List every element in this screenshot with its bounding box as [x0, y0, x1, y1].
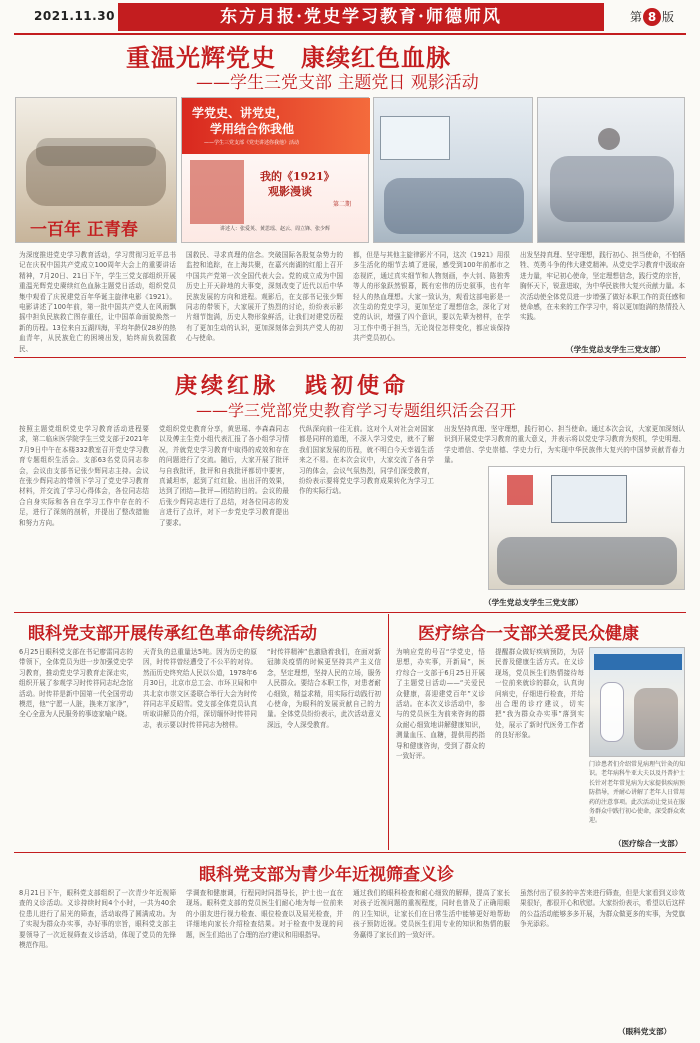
- section4-caption: 门诊患者们介绍常见病理气针灸的知识。老年病科牛亚大夫以及丹普护士长针对老年常见病为大家提供疾病预防指导，并耐心讲解了老年人日常用药的注意事项。此次活动让党员在服务群众中践行初心使命，深受群众欢迎。: [589, 761, 686, 825]
- section1-col-2: 国救民、寻求真理的信念。突破国际各股复杂势力的监控和追踪，在上海共聚，在嘉兴南湖的红船上召开中国共产党第一次全国代表大会。党的成立成为中国历史上开天辟地的大事变，深刻改变了近代以后中华民族发展的方向和进程。观影后，在支部书记张少辉同志的带领下，大家展开了热烈的讨论，纷纷表示影片细节饱满，历史人物形象鲜活，让我们对建党历程有了更加生动的认识，更加深刻体会到共产党人的初心与使命。: [186, 251, 343, 343]
- issue-date: 2021.11.30: [34, 9, 115, 23]
- photo-group-portrait: [15, 97, 177, 243]
- poster-issue: 第二期: [333, 201, 352, 208]
- section2-col-2: 党组织党史教育分享，黄思瑶、李森森同志以及傅主生党小组代表汇报了各小组学习情况，并就党史学习教育中取得的成效和存在的问题进行了交流。随后，大家开展了批评与自我批评，批评和自我批评都切中要害，真诚坦率，起到了红红脸、出出汗的效果，达到了团结—批评—团结的目的。会议的最后张少辉同志进行了总结，对各位同志的发言进行了点评，对下一步党史学习教育提出了要求。: [159, 425, 289, 527]
- section1-divider: [14, 357, 686, 358]
- photo-discussion: [537, 97, 685, 243]
- page-header: [0, 0, 700, 33]
- section5-col-4: 虽然付出了很多的辛苦来进行筛查，但是大家看到义诊效果很好，都很开心和欣慰。大家纷纷表示，希望以后这样的公益活动能够多多开展，为群众做更多的实事，为党旗争光添彩。: [520, 889, 685, 929]
- section4-col-1: 为响应党的号召“学党史，悟思想，办实事，开新局”，医疗综合一支部于6月25日开展了主题党日活动——“关爱民众健康，喜迎建党百年”义诊活动。在本次义诊活动中，参与的党员医生为前来咨询的群众耐心细致地讲解健康知识，测量血压、血糖，提供用药指导和健康咨询，受到了群众的一致好评。: [396, 648, 485, 761]
- section2-subtitle: ——学三党部党史教育学习专题组织活会召开: [196, 401, 517, 420]
- section2-col-4: 出发坚持真理、坚守理想，践行初心、担当使命。通过本次会议，大家更加深刻认识到开展党史学习教育的重大意义，并表示将以党史学习教育为契机，学史明理、学史增信、学史崇德、学史力行，为实现中华民族伟大复兴的中国梦贡献青春力量。: [444, 425, 685, 465]
- photo-event-poster: [181, 97, 369, 243]
- header-rule: [14, 33, 686, 35]
- page-number-badge: 8: [643, 8, 661, 26]
- poster-figure: [190, 160, 244, 224]
- section4-divider: [14, 852, 686, 853]
- section1-col-4: 出发坚持真理、坚守理想，践行初心、担当使命，不怕牺牲、英勇斗争的伟大建党精神。从党史学习教育中汲取奋进力量，牢记初心使命，坚定理想信念，践行党的宗旨，胸怀天下，锐意进取，为中华民族伟大复兴贡献力量。本次活动使全体党员进一步增强了做好本职工作的责任感和使命感，在未来的工作学习中，将以更加饱满的热情投入实践。: [520, 251, 685, 322]
- section2-credit: （学生党总支学生三党支部）: [484, 598, 583, 607]
- section2-body-right: [444, 424, 685, 464]
- poster-line-1: 学党史、讲党史，: [192, 106, 289, 120]
- section5-title: 眼科党支部为青少年近视筛查义诊: [199, 865, 454, 885]
- section5-col-3: 通过我们的眼科检查和耐心细致的解释，提高了家长对孩子近视问题的重视程度，同时也普及了正确用眼的卫生知识，让家长们在日常生活中能够更好地帮助孩子预防近视。党员医生们用专业的知识和热情的服务赢得了家长们的一致好评。: [353, 889, 510, 939]
- poster-line-2: 学用结合你我他: [210, 122, 295, 136]
- section2-col-3: 代纵深向前一往无前。这对个人对社会对国家都是同样的道理，不深入学习党史，就不了解我们国家发展的历程，就不明白今天幸福生活来之不易。在本次会议中，大家交流了各自学习的体会，会议气氛热烈，同学们深受教育，纷纷表示要将党史学习教育成果转化为学习工作的实际行动。: [299, 425, 434, 496]
- section4-title: 医疗综合一支部关爱民众健康: [418, 624, 639, 644]
- clinic-banner: [594, 654, 682, 670]
- section4-body: [396, 647, 584, 837]
- section1-col-1: 为深度推进党史学习教育活动，学习贯彻习近平总书记在庆祝中国共产党成立100周年大会上的重要讲话精神，7月20日、21日下午，学生三党支部组织开展重温光辉党史赓续红色血脉主题党日活动，组织党员集中观看了庆祝建党百年华诞主旋律电影《1921》。电影讲述了100年前，第一批中国共产党人在风雨飘摇中担负民族救亡图存重任，让中国革命面貌焕然一新的历程。13位来自五湖四海，平均年龄仅28岁的热血青年，从民族危亡的困境出发，始终肩负救国救民、: [19, 251, 176, 353]
- section3-body: [19, 647, 381, 837]
- page-prefix: 第: [630, 10, 643, 24]
- section3-col-3: “时传祥精神”也激励着我们，在面对新冠肺炎疫情的时候更坚持共产主义信念，坚定理想，坚持人民的立场，服务人民群众。要结合本职工作，对患者耐心细致，精益求精，用实际行动践行初心使命，为眼科的发展贡献自己的力量。全体党员纷纷表示，此次活动意义深远，令人深受教育。: [267, 648, 381, 729]
- section1-subtitle: ——学生三党支部 主题党日 观影活动: [196, 73, 479, 93]
- section5-credit: （眼科党支部）: [618, 1027, 672, 1036]
- column-divider: [388, 614, 389, 850]
- section3-title: 眼科党支部开展传承红色革命传统活动: [28, 624, 317, 644]
- section3-col-1: 6月25日眼科党支部在书记廖雷同志的带领下，全体党员为进一步加强党史学习教育，推动党史学习教育走深走实，组织开展了参观学习时传祥同志纪念馆活动。时传祥是新中国第一代全国劳动模范，他“宁愿一人脏，换来万家净”，全心全意为人民服务的事迹家喻户晓。: [19, 648, 133, 719]
- photo-caption-text: 一百年 正青春: [30, 220, 138, 240]
- masthead-banner: 东方月报·党史学习教育·师德师风: [118, 3, 604, 31]
- section1-credit: （学生党总支学生三党支部）: [566, 345, 665, 354]
- section2-body-left: [19, 424, 434, 610]
- photo-organizational-meeting: [488, 466, 685, 590]
- poster-speakers: 讲述人：张爱英、黄思瑶、赵云、周立锋、张少辉: [220, 226, 331, 232]
- photo-classroom-viewing: [373, 97, 533, 243]
- projector-screen: [551, 475, 627, 523]
- flag-banner: [507, 475, 533, 505]
- poster-book-subtitle: 观影漫谈: [268, 185, 312, 198]
- section3-col-2: 天背负的总重量达5吨。因为历史的原因，时传祥曾经遭受了不公平的对待。然而历史终究给人民以公道，1978年6月30日，北京市总工会、市环卫局和中共北京市崇文区委联合举行大会为时传祥同志平反昭雪。党支部全体党员认真听取讲解员的介绍，深切缅怀时传祥同志，表示要以时传祥同志为榜样。: [143, 648, 257, 729]
- poster-small-text: ——学生三党支部《党史讲述你我他》活动: [204, 140, 300, 146]
- section5-body: [19, 888, 685, 1024]
- page-suffix: 版: [662, 10, 675, 24]
- section1-title: 重温光辉党史 康续红色血脉: [126, 43, 451, 72]
- page-number: [630, 8, 674, 26]
- section5-col-1: 8月21日下午，眼科党支部组织了一次青少年近视筛查的义诊活动。义诊持续时间4个小时，一共为40余位患儿进行了屈光的筛查，活动取得了圆满成功。为了实现为群众办实事，办好事的宗旨，眼科党支部主要领导了一次近视筛查义诊活动，体现了党员的先锋模范作用。: [19, 889, 176, 950]
- section5-col-2: 学调查和健康调，行程同时同指导长，护士也一直在现场。眼科党支部的党员医生们耐心地为每一位前来的小朋友进行视力检查、眼位检查以及屈光检查，并详细地向家长介绍检查结果。对于检查中发现的问题，医生们给出了合理的治疗建议和用眼指导。: [186, 889, 343, 939]
- section4-col-2: 提醒群众做好疾病预防，为居民普及健康生活方式。在义诊现场，党员医生们热情接待每一位前来就诊的群众，认真询问病史，仔细进行检查，并给出合理的诊疗建议，切实把“我为群众办实事”落到实处，展示了新时代医务工作者的良好形象。: [495, 648, 584, 740]
- photo-health-clinic: [589, 647, 685, 757]
- screen-shape: [380, 116, 450, 160]
- section2-col-1: 按照主题党组织党史学习教育活动进程要求，第二临床医学院学生三党支部于2021年7月9日中午在本楼332教室召开党史学习教育专题组织生活会。支部63名党员同志参会，会议由支部书记张少辉同志主持。会议在张少辉同志的带领下学习了党史学习教育材料，并交流了学习心得体会，各位同志结合自身实际和各自在学习工作中存在的不足，进行了深刻的剖析，并提出了整改措施和努力方向。: [19, 425, 149, 527]
- poster-book-title: 我的《1921》: [260, 170, 335, 183]
- section4-credit: （医疗综合一支部）: [614, 839, 683, 848]
- section1-col-3: 都，但是与其他主旋律影片不同，这次《1921》用很多生活化的细节去填了进展，感受到100年前都市之态视匠，通过真实细节和人物刻画，李大钊、陈独秀等人的形象跃然银幕，既有宏伟的历史叙事，也有年轻人的热血理想。大家一致认为，观看这部电影是一次生动的党史学习，更加坚定了理想信念，深化了对党的认识，增强了四个意识，要以先辈为榜样，在学习工作中勇于担当，无论岗位怎样变化，都应该保持共产党员初心。: [353, 251, 510, 343]
- section2-divider: [14, 612, 686, 613]
- section2-title: 庚续红脉 践初使命: [175, 373, 410, 399]
